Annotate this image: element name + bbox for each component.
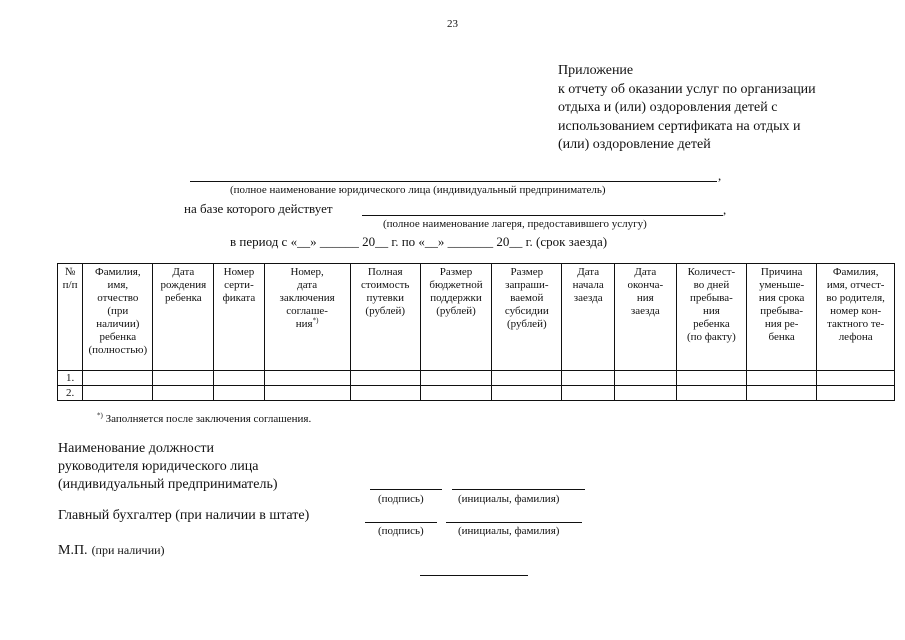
table-cell — [492, 386, 562, 401]
table-cell — [817, 371, 895, 386]
camp-name-comma: , — [723, 202, 727, 217]
table-row — [58, 386, 895, 401]
stamp-area — [58, 541, 165, 559]
table-cell — [676, 386, 746, 401]
stamp-note: (при наличии) — [91, 543, 165, 557]
table-cell — [350, 371, 420, 386]
table-cell — [562, 371, 614, 386]
table-cell — [747, 371, 817, 386]
table-cell — [562, 386, 614, 401]
org-name-caption: (полное наименование юридического лица (индивидуальный предприниматель) — [230, 184, 606, 196]
position-line-3: (индивидуальный предприниматель) — [58, 477, 278, 492]
accountant-label: Главный бухгалтер (при наличии в штате) — [58, 508, 310, 523]
appendix-line-1: Приложение — [558, 63, 634, 78]
col-header-end-date: Дата оконча- ния заезда — [614, 264, 676, 371]
appendix-line-5: (или) оздоровление детей — [558, 137, 711, 152]
table-cell — [153, 371, 214, 386]
accountant-signature-caption: (подпись) — [378, 525, 424, 537]
position-label — [58, 440, 278, 494]
col-header-budget-support: Размер бюджетной поддержки (рублей) — [420, 264, 491, 371]
head-signature-caption: (подпись) — [378, 493, 424, 505]
col-header-full-cost: Полная стоимость путевки (рублей) — [350, 264, 420, 371]
table-cell — [350, 386, 420, 401]
row-number: 1. — [58, 371, 83, 386]
table-cell — [492, 371, 562, 386]
accountant-name-line — [446, 522, 582, 523]
bottom-line — [420, 575, 528, 576]
table-cell — [83, 371, 153, 386]
col-header-birth-date: Дата рождения ребенка — [153, 264, 214, 371]
col-header-parent-contact: Фамилия, имя, отчест- во родителя, номер кон- тактного те- лефона — [817, 264, 895, 371]
table-cell — [614, 371, 676, 386]
footnote — [97, 413, 311, 425]
table-cell — [264, 386, 350, 401]
org-name-line — [190, 181, 717, 182]
page-number: 23 — [447, 18, 458, 30]
accountant-name-caption: (инициалы, фамилия) — [458, 525, 560, 537]
row-number: 2. — [58, 386, 83, 401]
org-name-comma: , — [718, 168, 722, 183]
head-signature-line — [370, 489, 442, 490]
table-cell — [214, 386, 264, 401]
position-line-1: Наименование должности — [58, 441, 214, 456]
table-cell — [214, 371, 264, 386]
head-name-line — [452, 489, 585, 490]
table-cell — [83, 386, 153, 401]
col-header-number: № п/п — [58, 264, 83, 371]
report-table — [57, 263, 895, 401]
table-cell — [676, 371, 746, 386]
col-header-reduction-reason: Причина уменьше- ния срока пребыва- ния ре- бенка — [747, 264, 817, 371]
table-cell — [264, 371, 350, 386]
col-header-child-name: Фамилия, имя, отчество (при наличии) ребенка (полностью) — [83, 264, 153, 371]
camp-name-line — [362, 215, 723, 216]
footnote-text: Заполняется после заключения соглашения. — [105, 413, 312, 425]
col-header-days-count: Количест- во дней пребыва- ния ребенка (по факту) — [676, 264, 746, 371]
accountant-signature-line — [365, 522, 437, 523]
position-line-2: руководителя юридического лица — [58, 459, 259, 474]
col-header-certificate-number: Номер серти- фиката — [214, 264, 264, 371]
table-cell — [614, 386, 676, 401]
table-cell — [420, 371, 491, 386]
base-label: на базе которого действует — [184, 201, 333, 216]
appendix-line-4: использованием сертификата на отдых и — [558, 118, 801, 134]
appendix-line-3: отдыха и (или) оздоровления детей с — [558, 100, 778, 115]
footnote-mark: *) — [97, 411, 103, 420]
period-text: в период с «__» ______ 20__ г. по «__» _______ 20__ г. (срок заезда) — [230, 234, 608, 249]
col-header-start-date: Дата начала заезда — [562, 264, 614, 371]
table-cell — [153, 386, 214, 401]
table-cell — [817, 386, 895, 401]
stamp-label: М.П. — [58, 543, 88, 558]
table-header-row — [58, 264, 895, 371]
head-name-caption: (инициалы, фамилия) — [458, 493, 560, 505]
appendix-heading — [558, 62, 816, 155]
camp-name-caption: (полное наименование лагеря, предоставившего услугу) — [383, 218, 647, 230]
table-cell — [747, 386, 817, 401]
appendix-line-2: к отчету об оказании услуг по организации — [558, 81, 816, 97]
col-header-agreement: Номер, дата заключения соглаше- ния*) — [264, 264, 350, 371]
col-header-subsidy: Размер запраши- ваемой субсидии (рублей) — [492, 264, 562, 371]
table-cell — [420, 386, 491, 401]
table-row — [58, 371, 895, 386]
